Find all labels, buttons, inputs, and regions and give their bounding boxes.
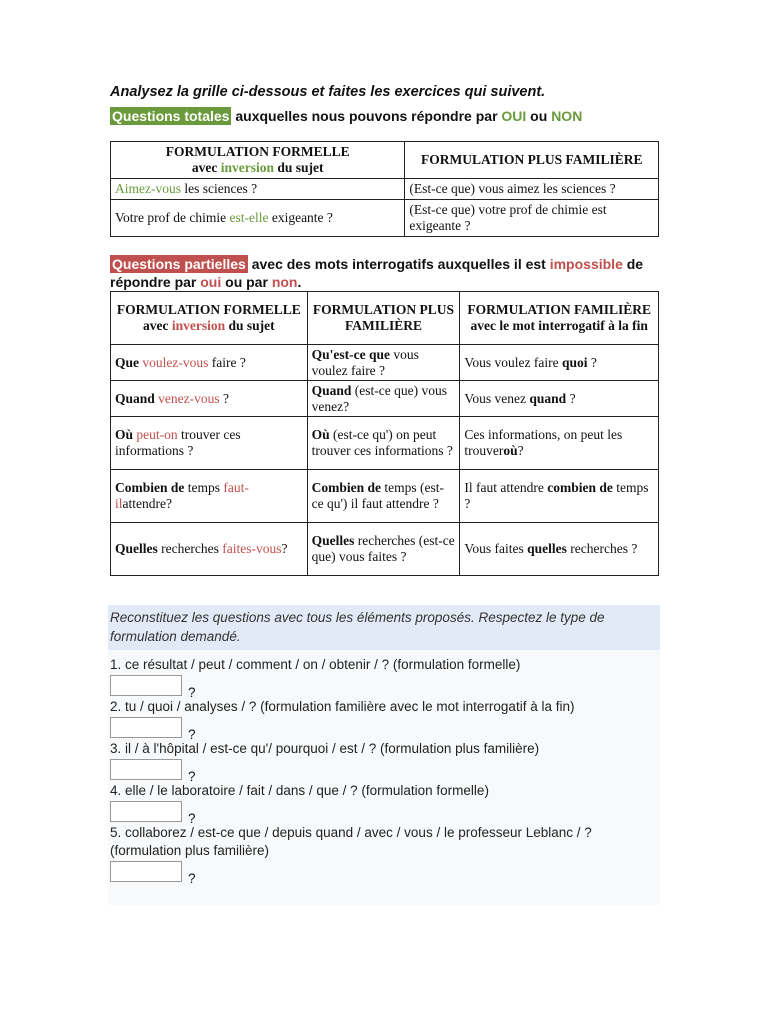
table-cell: Aimez-vous les sciences ? bbox=[111, 179, 405, 200]
table-cell: Quand (est-ce que) vous venez? bbox=[307, 381, 460, 417]
table-header-familiere-fin: FORMULATION FAMILIÈRE avec le mot interrogatif à la fin bbox=[460, 292, 659, 345]
table-header-row bbox=[111, 142, 659, 179]
table-cell: Où (est-ce qu') on peut trouver ces informations ? bbox=[307, 417, 460, 470]
table-header-plus-familiere: FORMULATION PLUS FAMILIÈRE bbox=[307, 292, 460, 345]
exercise-panel bbox=[108, 605, 660, 905]
exercise-question-5: 5. collaborez / est-ce que / depuis quand / avec / vous / le professeur Leblanc / ? (formulation plus familière) bbox=[110, 825, 592, 858]
table-cell: Quelles recherches (est-ce que) vous faites ? bbox=[307, 523, 460, 576]
answer-row bbox=[108, 800, 660, 826]
table-cell: Vous voulez faire quoi ? bbox=[460, 345, 659, 381]
answer-row bbox=[108, 860, 660, 886]
exercise-question-4: 4. elle / le laboratoire / fait / dans / que / ? (formulation formelle) bbox=[110, 783, 489, 798]
section1-oui: OUI bbox=[501, 108, 527, 124]
table-row bbox=[111, 417, 659, 470]
answer-input-3[interactable] bbox=[110, 759, 182, 780]
answer-input-2[interactable] bbox=[110, 717, 182, 738]
table-cell: Vous faites quelles recherches ? bbox=[460, 523, 659, 576]
table-row bbox=[111, 200, 659, 237]
exercise-question-3: 3. il / à l'hôpital / est-ce qu'/ pourquoi / est / ? (formulation plus familière) bbox=[110, 741, 540, 756]
table-cell: (Est-ce que) vous aimez les sciences ? bbox=[405, 179, 659, 200]
document-body bbox=[110, 84, 660, 576]
table-questions-partielles bbox=[110, 291, 659, 576]
table-header-formelle: FORMULATION FORMELLE avec inversion du sujet bbox=[111, 142, 405, 179]
table-row bbox=[111, 523, 659, 576]
section1-highlight: Questions totales bbox=[112, 108, 230, 124]
answer-row bbox=[108, 716, 660, 742]
table-header-row bbox=[111, 292, 659, 345]
table-cell: Où peut-on trouver ces informations ? bbox=[111, 417, 308, 470]
section1-title bbox=[110, 108, 660, 124]
table-cell: Il faut attendre combien de temps ? bbox=[460, 470, 659, 523]
answer-input-1[interactable] bbox=[110, 675, 182, 696]
table-cell: (Est-ce que) votre prof de chimie est exigeante ? bbox=[405, 200, 659, 237]
table-cell: Ces informations, on peut les trouveroù? bbox=[460, 417, 659, 470]
answer-row bbox=[108, 674, 660, 700]
section2-title: Questions partielles avec des mots interrogatifs auxquelles il est impossible de répondre par oui ou par non. bbox=[110, 256, 644, 290]
section1-non: NON bbox=[551, 108, 583, 124]
table-cell: Que voulez-vous faire ? bbox=[111, 345, 308, 381]
intro-text: Analysez la grille ci-dessous et faites les exercices qui suivent. bbox=[110, 84, 546, 100]
table-row bbox=[111, 381, 659, 417]
exercise-question-1: 1. ce résultat / peut / comment / on / obtenir / ? (formulation formelle) bbox=[110, 657, 521, 672]
table-header-familiere: FORMULATION PLUS FAMILIÈRE bbox=[405, 142, 659, 179]
section1-ou: ou bbox=[526, 108, 552, 124]
question-mark: ? bbox=[188, 769, 196, 784]
exercise-question-2: 2. tu / quoi / analyses / ? (formulation familière avec le mot interrogatif à la fin) bbox=[110, 699, 575, 714]
table-cell: Vous venez quand ? bbox=[460, 381, 659, 417]
section2-highlight: Questions partielles bbox=[112, 256, 246, 272]
answer-row bbox=[108, 758, 660, 784]
table-row bbox=[111, 345, 659, 381]
table-cell: Votre prof de chimie est-elle exigeante ? bbox=[111, 200, 405, 237]
answer-input-4[interactable] bbox=[110, 801, 182, 822]
exercise-instructions: Reconstituez les questions avec tous les éléments proposés. Respectez le type de formulation demandé. bbox=[108, 605, 660, 650]
table-cell: Combien de temps faut-ilattendre? bbox=[111, 470, 308, 523]
table-cell: Qu'est-ce que vous voulez faire ? bbox=[307, 345, 460, 381]
table-row bbox=[111, 470, 659, 523]
table-cell: Quand venez-vous ? bbox=[111, 381, 308, 417]
section1-text: auxquelles nous pouvons répondre par bbox=[231, 108, 502, 124]
question-mark: ? bbox=[188, 727, 196, 742]
table-cell: Combien de temps (est-ce qu') il faut attendre ? bbox=[307, 470, 460, 523]
table-header-formelle: FORMULATION FORMELLE avec inversion du sujet bbox=[111, 292, 308, 345]
table-row bbox=[111, 179, 659, 200]
table-cell: Quelles recherches faites-vous? bbox=[111, 523, 308, 576]
question-mark: ? bbox=[188, 811, 196, 826]
table-questions-totales bbox=[110, 141, 659, 237]
answer-input-5[interactable] bbox=[110, 861, 182, 882]
question-mark: ? bbox=[188, 871, 196, 886]
question-mark: ? bbox=[188, 685, 196, 700]
